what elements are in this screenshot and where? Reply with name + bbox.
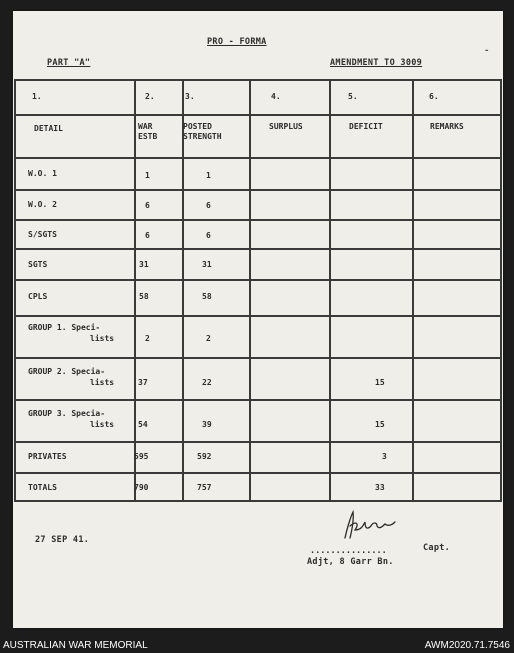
- row-war-estb: 58: [139, 292, 149, 301]
- row-posted: 6: [206, 201, 211, 210]
- row-deficit: 33: [375, 483, 385, 492]
- col-number: 5.: [348, 92, 358, 101]
- row-detail: SGTS: [28, 260, 48, 269]
- document-date: 27 SEP 41.: [35, 535, 90, 545]
- handwritten-signature: [337, 508, 407, 550]
- row-posted: 757: [197, 483, 212, 492]
- row-posted: 1: [206, 171, 211, 180]
- header-surplus: SURPLUS: [269, 122, 303, 131]
- row-posted: 58: [202, 292, 212, 301]
- row-posted: 22: [202, 378, 212, 387]
- row-detail-cont: lists: [90, 378, 115, 387]
- header-remarks: REMARKS: [430, 122, 464, 131]
- col-number: 6.: [429, 92, 439, 101]
- row-detail: PRIVATES: [28, 452, 67, 461]
- header-detail: DETAIL: [34, 124, 63, 133]
- row-detail: W.O. 1: [28, 169, 57, 178]
- row-posted: 39: [202, 420, 212, 429]
- row-detail: GROUP 2. Specia-: [28, 367, 106, 376]
- row-detail-cont: lists: [90, 334, 115, 343]
- col-number: 3.: [185, 92, 195, 101]
- amendment-label: AMENDMENT TO 3009: [330, 58, 423, 68]
- strength-table: [14, 79, 502, 502]
- row-detail: CPLS: [28, 292, 48, 301]
- row-war-estb: 790: [134, 483, 149, 492]
- row-war-estb: 54: [138, 420, 148, 429]
- row-posted: 31: [202, 260, 212, 269]
- signature-role: Adjt, 8 Garr Bn.: [307, 557, 394, 567]
- margin-mark: -: [484, 46, 490, 56]
- row-war-estb: 1: [145, 171, 150, 180]
- header-deficit: DEFICIT: [349, 122, 383, 131]
- row-detail: TOTALS: [28, 483, 57, 492]
- signature-line: ...............: [310, 546, 387, 556]
- footer-accession: AWM2020.71.7546: [424, 640, 510, 651]
- row-war-estb: 6: [145, 201, 150, 210]
- row-detail: W.O. 2: [28, 200, 57, 209]
- row-war-estb: 6: [145, 231, 150, 240]
- row-deficit: 15: [375, 378, 385, 387]
- document-title: PRO - FORMA: [207, 37, 267, 47]
- row-war-estb: 37: [138, 378, 148, 387]
- row-detail-cont: lists: [90, 420, 115, 429]
- part-label: PART "A": [47, 58, 91, 68]
- signature-rank: Capt.: [423, 543, 451, 553]
- col-number: 4.: [271, 92, 281, 101]
- row-detail: S/SGTS: [28, 230, 57, 239]
- row-war-estb: 595: [134, 452, 149, 461]
- col-number: 1.: [32, 92, 42, 101]
- row-deficit: 15: [375, 420, 385, 429]
- header-posted-strength: POSTED STRENGTH: [183, 122, 222, 141]
- row-detail: GROUP 1. Speci-: [28, 323, 101, 332]
- col-number: 2.: [145, 92, 155, 101]
- row-detail: GROUP 3. Specia-: [28, 409, 106, 418]
- row-war-estb: 2: [145, 334, 150, 343]
- row-posted: 2: [206, 334, 211, 343]
- row-posted: 6: [206, 231, 211, 240]
- row-deficit: 3: [382, 452, 387, 461]
- header-war-estb: WAR ESTB: [138, 122, 158, 141]
- row-posted: 592: [197, 452, 212, 461]
- row-war-estb: 31: [139, 260, 149, 269]
- footer-credit: AUSTRALIAN WAR MEMORIAL: [3, 640, 148, 651]
